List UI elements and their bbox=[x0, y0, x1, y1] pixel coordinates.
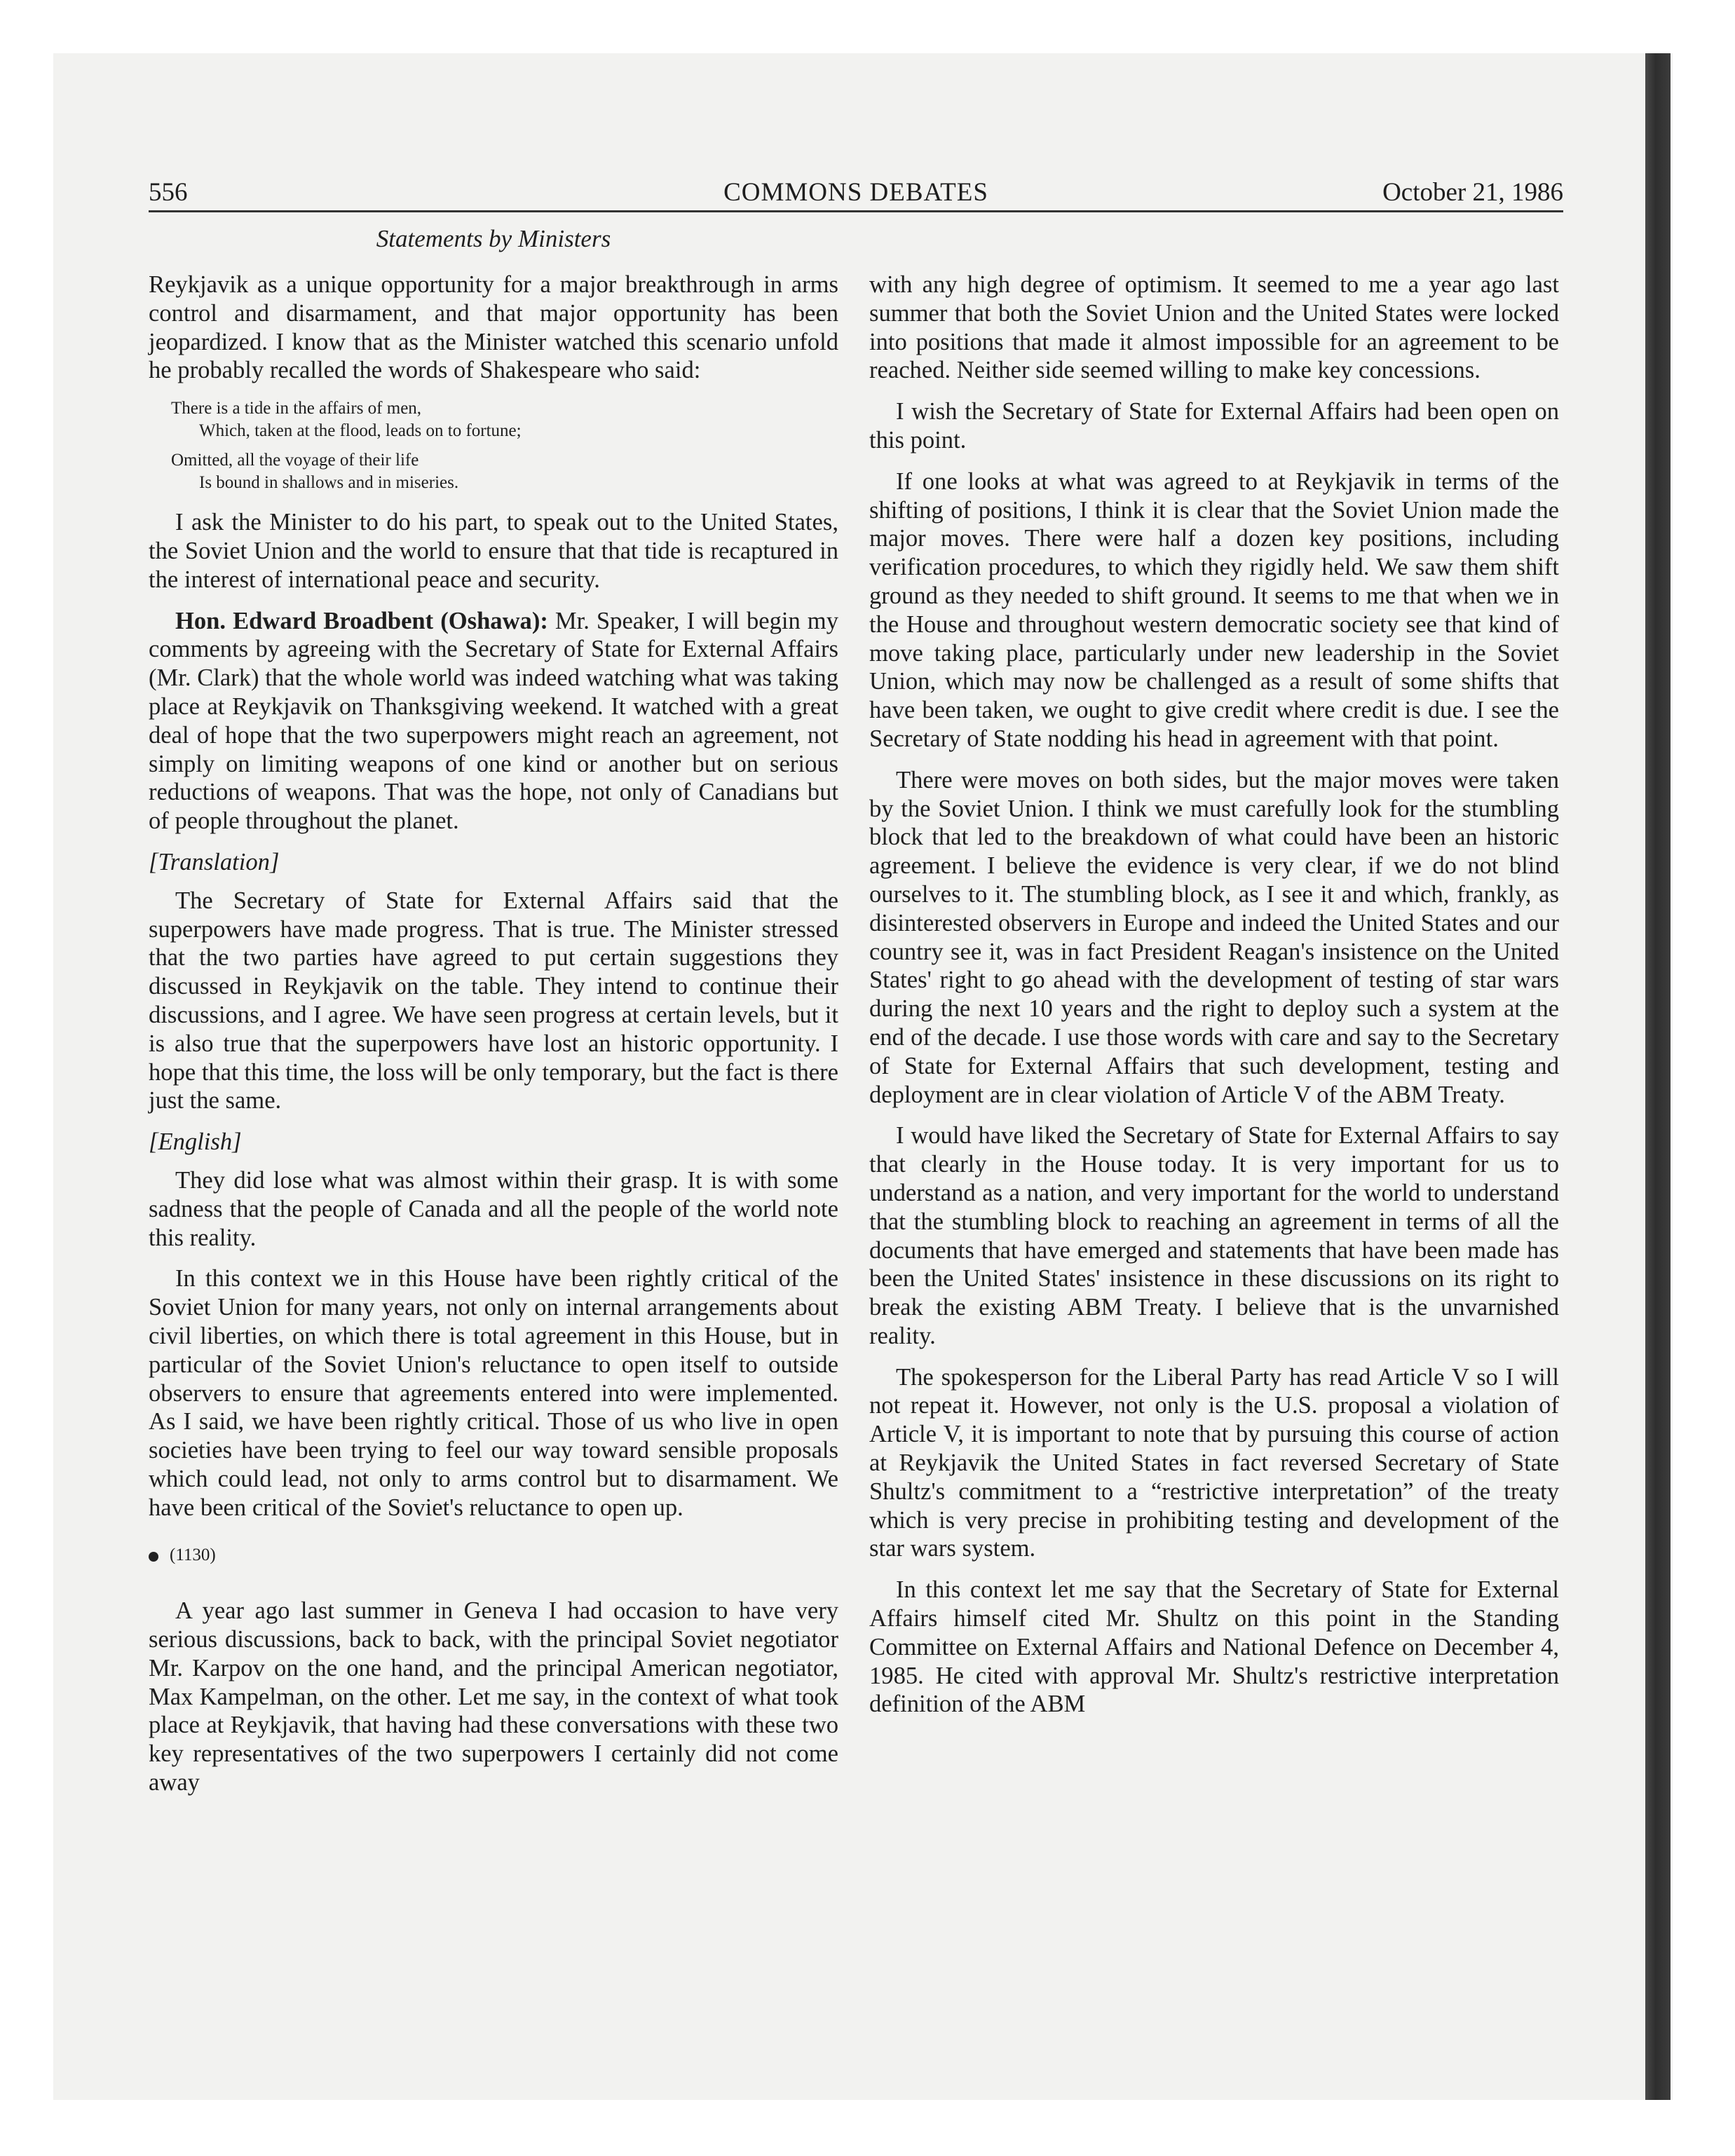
paragraph: They did lose what was almost within their grasp. It is with some sadness that the people of Canada and all the people of the world note this reality. bbox=[149, 1166, 838, 1251]
verse-line: Which, taken at the flood, leads on to fortune; bbox=[199, 421, 522, 441]
time-marker-text: (1130) bbox=[170, 1546, 216, 1565]
left-column bbox=[149, 271, 838, 1810]
paragraph: Reykjavik as a unique opportunity for a major breakthrough in arms control and disarmament, and that major opportunity has been jeopardized. I know that as the Minister watched this scenario unfold he probably recalled the words of Shakespeare who said: bbox=[149, 271, 838, 384]
verse-line: Omitted, all the voyage of their life bbox=[171, 451, 419, 470]
page-header bbox=[149, 175, 1563, 212]
header-date: October 21, 1986 bbox=[1382, 178, 1563, 207]
paragraph: If one looks at what was agreed to at Reykjavik in terms of the shifting of positions, I think it is clear that the Soviet Union made the major moves. There were half a dozen key positions, including verification procedures, to which they rigidly held. We saw them shift ground as they needed to shift ground. It seems to me that when we in the House and throughout western democratic society see that kind of move taking place, particularly under new leadership in the Soviet Union, which may now be challenged as a result of some shifts that have been taken, we ought to give credit where credit is due. I see the Secretary of State nodding his head in agreement with that point. bbox=[869, 468, 1559, 752]
paragraph: The Secretary of State for External Affairs said that the superpowers have made progress. That is true. The Minister stressed that the two parties have agreed to put certain suggestions they discussed in Reykjavik on the table. They intend to continue their discussions, and I agree. We have seen progress at certain levels, but it is also true that the superpowers have lost an historic opportunity. I hope that this time, the loss will be only temporary, but the fact is there just the same. bbox=[149, 887, 838, 1114]
scan-edge-strip bbox=[1645, 53, 1671, 2100]
verse-line: There is a tide in the affairs of men, bbox=[171, 399, 422, 418]
verse-line: Is bound in shallows and in miseries. bbox=[199, 473, 459, 493]
verse-stanza bbox=[171, 449, 838, 494]
paragraph: A year ago last summer in Geneva I had occasion to have very serious discussions, back to back, with the principal Soviet negotiator Mr. Karpov on the one hand, and the principal American negotiator, Max Kampelman, on the other. Let me say, in the context of what took place at Reykjavik, that having had these conversations with these two key representatives of the two superpowers I certainly did not come away bbox=[149, 1597, 838, 1796]
publication-title: COMMONS DEBATES bbox=[723, 178, 988, 207]
paragraph: I ask the Minister to do his part, to speak out to the United States, the Soviet Union and the world to ensure that that tide is recaptured in the interest of international peace and security. bbox=[149, 509, 838, 593]
speaker-name: Hon. Edward Broadbent (Oshawa): bbox=[175, 607, 548, 634]
paragraph: with any high degree of optimism. It seemed to me a year ago last summer that both the Soviet Union and the United States were locked into positions that made it almost impossible for an agreement to be reached. Neither side seemed willing to make key concessions. bbox=[869, 271, 1559, 384]
paragraph: I would have liked the Secretary of State for External Affairs to say that clearly in the House today. It is very important for us to understand as a nation, and very important for the world to understand that the stumbling block to reaching an agreement in terms of all the documents that have emerged and statements that have been made has been the United States' insistence in these discussions on its right to break the existing ABM Treaty. I believe that is the unvarnished reality. bbox=[869, 1122, 1559, 1349]
verse-stanza bbox=[171, 397, 838, 442]
speech-text: Mr. Speaker, I will begin my comments by agreeing with the Secretary of State for External Affairs (Mr. Clark) that the whole world was indeed watching what was taking place at Reykjavik on Thanksgiving weekend. It watched with a great deal of hope that the two superpowers might reach an agreement, not simply on limiting weapons of one kind or another but on serious reductions of weapons. That was the hope, not only of Canadians but of people throughout the planet. bbox=[149, 607, 838, 835]
page-number: 556 bbox=[149, 178, 188, 207]
time-marker bbox=[149, 1541, 838, 1570]
right-column bbox=[869, 271, 1559, 1731]
paragraph: In this context we in this House have been rightly critical of the Soviet Union for many years, not only on internal arrangements about civil liberties, on which there is total agreement in this House, but in particular of the Soviet Union's reluctance to open itself to outside observers to ensure that agreements entered into were implemented. As I said, we have been rightly critical. Those of us who live in open societies have been trying to feel our way toward sensible proposals which could lead, not only to arms control but to disarmament. We have been critical of the Soviet's reluctance to open up. bbox=[149, 1265, 838, 1521]
paragraph: The spokesperson for the Liberal Party has read Article V so I will not repeat it. However, not only is the U.S. proposal a violation of Article V, it is important to note that by pursuing this course of action at Reykjavik the United States in fact reversed Secretary of State Shultz's commitment to a “restrictive interpretation” of the treaty which is very precise in prohibiting testing and development of the star wars system. bbox=[869, 1363, 1559, 1562]
language-tag: [Translation] bbox=[149, 848, 280, 875]
paragraph: In this context let me say that the Secretary of State for External Affairs himself cited Mr. Shultz on this point in the Standing Committee on External Affairs and National Defence on December 4, 1985. He cited with approval Mr. Shultz's restrictive interpretation definition of the ABM bbox=[869, 1576, 1559, 1718]
quoted-verse bbox=[171, 397, 838, 494]
section-title: Statements by Ministers bbox=[376, 225, 611, 252]
paragraph: I wish the Secretary of State for External Affairs had been open on this point. bbox=[869, 398, 1559, 453]
language-tag: [English] bbox=[149, 1128, 242, 1156]
paragraph: There were moves on both sides, but the major moves were taken by the Soviet Union. I think we must carefully look for the stumbling block that led to the breakdown of what could have been an historic agreement. I believe the evidence is very clear, if we do not blind ourselves to it. The stumbling block, as I see it and which, frankly, as disinterested observers in Europe and indeed the United States and our country see it, was in fact President Reagan's insistence on the United States' right to go ahead with the development of testing of star wars during the next 10 years and the right to deploy such a system at the end of the decade. I use those words with care and say to the Secretary of State for External Affairs that such development, testing and deployment are in clear violation of Article V of the ABM Treaty. bbox=[869, 766, 1559, 1108]
speech-paragraph bbox=[149, 607, 838, 835]
bullet-dot-icon bbox=[149, 1552, 158, 1562]
